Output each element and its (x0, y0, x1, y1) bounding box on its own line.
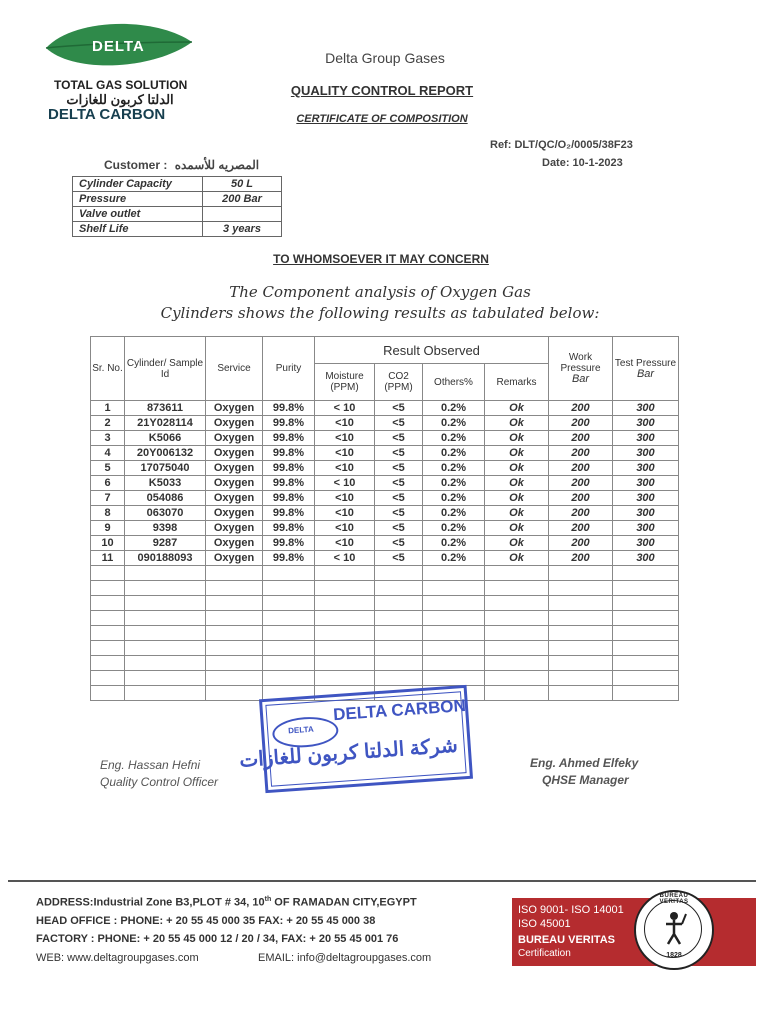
empty-cell (91, 611, 125, 626)
cell-remarks: Ok (485, 476, 549, 491)
cell-test-pressure: 300 (613, 491, 679, 506)
empty-cell (263, 596, 315, 611)
empty-cell (91, 641, 125, 656)
cell-purity: 99.8% (263, 416, 315, 431)
spec-label: Valve outlet (73, 207, 203, 222)
col-header-work-pressure (549, 337, 613, 401)
empty-cell (613, 626, 679, 641)
empty-cell (375, 656, 423, 671)
empty-cell (375, 611, 423, 626)
cell-work-pressure: 200 (549, 521, 613, 536)
empty-cell (206, 611, 263, 626)
cell-service: Oxygen (206, 431, 263, 446)
col-header-sr-no: Sr. No. (91, 337, 125, 401)
cell-purity: 99.8% (263, 461, 315, 476)
empty-cell (125, 686, 206, 701)
empty-cell (375, 566, 423, 581)
footer-factory: FACTORY : PHONE: + 20 55 45 000 12 / 20 / 34, FAX: + 20 55 45 001 76 (36, 933, 399, 945)
empty-cell (613, 596, 679, 611)
cell-service: Oxygen (206, 446, 263, 461)
empty-cell (315, 611, 375, 626)
customer-value: المصريه للأسمده (174, 158, 260, 172)
cell-others: 0.2% (423, 461, 485, 476)
spec-label: Cylinder Capacity (73, 177, 203, 192)
empty-cell (125, 671, 206, 686)
footer-web: WEB: www.deltagroupgases.com (36, 952, 199, 964)
report-date: Date: 10-1-2023 (542, 157, 623, 169)
cell-work-pressure: 200 (549, 416, 613, 431)
cell-remarks: Ok (485, 401, 549, 416)
empty-row (91, 671, 679, 686)
cell-work-pressure: 200 (549, 476, 613, 491)
empty-cell (125, 611, 206, 626)
logo-arabic: الدلتا كربون للغازات (66, 92, 174, 107)
cell-co2: <5 (375, 461, 423, 476)
cell-remarks: Ok (485, 521, 549, 536)
address-suffix: th (264, 896, 272, 903)
empty-cell (485, 656, 549, 671)
report-title: QUALITY CONTROL REPORT (290, 83, 474, 98)
empty-cell (91, 686, 125, 701)
empty-cell (613, 656, 679, 671)
col-header-result-observed: Result Observed (315, 337, 549, 364)
footer-head-office: HEAD OFFICE : PHONE: + 20 55 45 000 35 FAX: + 20 55 45 000 38 (36, 915, 376, 927)
cell-work-pressure: 200 (549, 506, 613, 521)
empty-cell (206, 581, 263, 596)
cell-service: Oxygen (206, 461, 263, 476)
empty-cell (423, 581, 485, 596)
col-header-test-pressure (613, 337, 679, 401)
empty-cell (91, 581, 125, 596)
cell-cylinder-id: 20Y006132 (125, 446, 206, 461)
cell-cylinder-id: 17075040 (125, 461, 206, 476)
table-row (91, 536, 679, 551)
spec-label: Shelf Life (73, 222, 203, 237)
cell-work-pressure: 200 (549, 446, 613, 461)
empty-cell (91, 596, 125, 611)
empty-cell (315, 596, 375, 611)
empty-cell (375, 671, 423, 686)
empty-cell (125, 581, 206, 596)
cell-service: Oxygen (206, 536, 263, 551)
logo-word: DELTA (92, 38, 145, 55)
cell-co2: <5 (375, 551, 423, 566)
stamp-arabic-text: شركة الدلتا كربون للغازات (238, 734, 459, 772)
empty-cell (613, 566, 679, 581)
empty-cell (485, 611, 549, 626)
cell-moisture: <10 (315, 446, 375, 461)
cell-sr-no: 8 (91, 506, 125, 521)
cell-test-pressure: 300 (613, 506, 679, 521)
empty-cell (206, 656, 263, 671)
empty-cell (423, 611, 485, 626)
cell-co2: <5 (375, 446, 423, 461)
cell-remarks: Ok (485, 551, 549, 566)
empty-cell (485, 686, 549, 701)
cell-work-pressure: 200 (549, 551, 613, 566)
spec-value (203, 207, 282, 222)
footer-email: EMAIL: info@deltagroupgases.com (258, 952, 432, 964)
empty-cell (375, 626, 423, 641)
table-row (91, 476, 679, 491)
cell-service: Oxygen (206, 521, 263, 536)
certification-badge (512, 893, 756, 966)
cell-others: 0.2% (423, 401, 485, 416)
cell-purity: 99.8% (263, 431, 315, 446)
table-row (91, 416, 679, 431)
cell-work-pressure: 200 (549, 491, 613, 506)
empty-cell (125, 656, 206, 671)
cell-cylinder-id: K5033 (125, 476, 206, 491)
intro-line-2: Cylinders shows the following results as tabulated below: (160, 304, 600, 322)
empty-cell (423, 626, 485, 641)
seal-year: 1828 (666, 952, 682, 959)
cell-test-pressure: 300 (613, 431, 679, 446)
stamp-english-text: DELTA CARBON (332, 695, 467, 725)
empty-cell (315, 581, 375, 596)
cell-sr-no: 2 (91, 416, 125, 431)
cell-moisture: < 10 (315, 401, 375, 416)
cell-work-pressure: 200 (549, 401, 613, 416)
table-row (91, 446, 679, 461)
table-row (91, 431, 679, 446)
empty-cell (125, 641, 206, 656)
results-body (91, 401, 679, 701)
work-pressure-unit: Bar (571, 373, 590, 385)
cell-others: 0.2% (423, 431, 485, 446)
empty-cell (315, 626, 375, 641)
cell-cylinder-id: 054086 (125, 491, 206, 506)
empty-cell (206, 626, 263, 641)
cell-co2: <5 (375, 416, 423, 431)
empty-cell (423, 656, 485, 671)
cell-others: 0.2% (423, 416, 485, 431)
cell-service: Oxygen (206, 416, 263, 431)
cell-cylinder-id: 063070 (125, 506, 206, 521)
empty-cell (613, 641, 679, 656)
empty-cell (263, 566, 315, 581)
cell-co2: <5 (375, 431, 423, 446)
empty-cell (263, 611, 315, 626)
table-row (91, 506, 679, 521)
cell-test-pressure: 300 (613, 476, 679, 491)
empty-cell (263, 671, 315, 686)
empty-cell (91, 656, 125, 671)
to-whom-heading: TO WHOMSOEVER IT MAY CONCERN (273, 252, 489, 266)
empty-row (91, 566, 679, 581)
empty-cell (485, 566, 549, 581)
empty-cell (315, 641, 375, 656)
empty-cell (549, 596, 613, 611)
left-signatory-title: Quality Control Officer (100, 775, 219, 789)
empty-cell (613, 686, 679, 701)
empty-cell (206, 671, 263, 686)
bureau-veritas-seal-icon (634, 890, 714, 970)
cell-service: Oxygen (206, 401, 263, 416)
cell-test-pressure: 300 (613, 416, 679, 431)
empty-cell (91, 566, 125, 581)
empty-cell (375, 581, 423, 596)
empty-cell (485, 641, 549, 656)
empty-cell (549, 566, 613, 581)
bv-name: BUREAU VERITAS (518, 934, 615, 946)
col-header-purity: Purity (263, 337, 315, 401)
empty-cell (375, 596, 423, 611)
intro-text (140, 282, 620, 324)
cell-purity: 99.8% (263, 401, 315, 416)
empty-cell (549, 626, 613, 641)
empty-cell (549, 686, 613, 701)
cell-co2: <5 (375, 491, 423, 506)
customer-label: Customer : (104, 158, 168, 172)
bv-certification: Certification (518, 948, 571, 959)
empty-cell (206, 596, 263, 611)
table-row (91, 521, 679, 536)
empty-cell (423, 641, 485, 656)
empty-cell (485, 596, 549, 611)
cell-sr-no: 5 (91, 461, 125, 476)
cell-service: Oxygen (206, 476, 263, 491)
intro-line-1: The Component analysis of Oxygen Gas (229, 283, 531, 301)
cell-work-pressure: 200 (549, 431, 613, 446)
spec-row (73, 177, 282, 192)
cell-sr-no: 1 (91, 401, 125, 416)
empty-cell (485, 581, 549, 596)
cell-cylinder-id: 9398 (125, 521, 206, 536)
cell-cylinder-id: 090188093 (125, 551, 206, 566)
cell-moisture: <10 (315, 521, 375, 536)
empty-cell (549, 671, 613, 686)
cell-service: Oxygen (206, 551, 263, 566)
cell-moisture: < 10 (315, 551, 375, 566)
empty-row (91, 596, 679, 611)
cell-sr-no: 7 (91, 491, 125, 506)
empty-cell (423, 671, 485, 686)
empty-cell (263, 626, 315, 641)
empty-cell (375, 641, 423, 656)
right-signatory-title: QHSE Manager (542, 773, 629, 787)
company-logo (40, 22, 200, 132)
cylinder-spec-table (72, 176, 282, 237)
col-header-moisture: Moisture (PPM) (315, 364, 375, 401)
cell-service: Oxygen (206, 506, 263, 521)
col-header-cylinder-id: Cylinder/ Sample Id (125, 337, 206, 401)
test-pressure-label: Test Pressure (614, 357, 677, 369)
empty-cell (549, 656, 613, 671)
empty-cell (549, 641, 613, 656)
cell-remarks: Ok (485, 536, 549, 551)
empty-cell (315, 656, 375, 671)
col-header-service: Service (206, 337, 263, 401)
empty-cell (91, 626, 125, 641)
empty-cell (91, 671, 125, 686)
seal-figure-icon (658, 910, 690, 946)
iso-line-2: ISO 45001 (518, 918, 571, 930)
cell-work-pressure: 200 (549, 536, 613, 551)
spec-label: Pressure (73, 192, 203, 207)
cell-others: 0.2% (423, 491, 485, 506)
address-text-end: OF RAMADAN CITY,EGYPT (271, 896, 417, 909)
empty-row (91, 656, 679, 671)
cell-sr-no: 4 (91, 446, 125, 461)
empty-cell (549, 611, 613, 626)
empty-cell (125, 626, 206, 641)
cell-co2: <5 (375, 401, 423, 416)
cell-moisture: < 10 (315, 476, 375, 491)
empty-cell (206, 566, 263, 581)
address-text: ADDRESS:Industrial Zone B3,PLOT # 34, 10 (36, 896, 265, 909)
right-signatory-name: Eng. Ahmed Elfeky (530, 756, 639, 770)
cell-sr-no: 6 (91, 476, 125, 491)
empty-cell (613, 671, 679, 686)
empty-cell (423, 596, 485, 611)
company-stamp (238, 685, 473, 793)
cell-moisture: <10 (315, 536, 375, 551)
cell-remarks: Ok (485, 446, 549, 461)
cell-test-pressure: 300 (613, 446, 679, 461)
cell-remarks: Ok (485, 461, 549, 476)
cell-others: 0.2% (423, 536, 485, 551)
test-pressure-unit: Bar (636, 367, 655, 380)
cell-others: 0.2% (423, 446, 485, 461)
customer-line (104, 158, 259, 172)
cell-remarks: Ok (485, 416, 549, 431)
empty-cell (485, 626, 549, 641)
empty-row (91, 626, 679, 641)
cell-others: 0.2% (423, 521, 485, 536)
cell-test-pressure: 300 (613, 521, 679, 536)
empty-cell (263, 641, 315, 656)
iso-line-1: ISO 9001- ISO 14001 (518, 904, 624, 916)
table-row (91, 551, 679, 566)
company-name: Delta Group Gases (325, 50, 445, 66)
cell-moisture: <10 (315, 491, 375, 506)
cell-test-pressure: 300 (613, 461, 679, 476)
cell-test-pressure: 300 (613, 536, 679, 551)
cell-cylinder-id: 873611 (125, 401, 206, 416)
work-pressure-label: Work Pressure (560, 352, 601, 374)
cell-moisture: <10 (315, 461, 375, 476)
cell-service: Oxygen (206, 491, 263, 506)
certificate-title: CERTIFICATE OF COMPOSITION (296, 113, 468, 125)
spec-value: 3 years (203, 222, 282, 237)
col-header-remarks: Remarks (485, 364, 549, 401)
empty-cell (206, 686, 263, 701)
cell-sr-no: 3 (91, 431, 125, 446)
empty-row (91, 641, 679, 656)
cell-co2: <5 (375, 536, 423, 551)
cell-sr-no: 11 (91, 551, 125, 566)
spec-row (73, 222, 282, 237)
cell-remarks: Ok (485, 506, 549, 521)
empty-cell (315, 671, 375, 686)
footer-address (36, 896, 417, 909)
spec-value: 200 Bar (203, 192, 282, 207)
cell-moisture: <10 (315, 431, 375, 446)
empty-row (91, 611, 679, 626)
table-row (91, 401, 679, 416)
empty-cell (315, 566, 375, 581)
cell-purity: 99.8% (263, 536, 315, 551)
spec-value: 50 L (203, 177, 282, 192)
empty-cell (206, 641, 263, 656)
cell-cylinder-id: 21Y028114 (125, 416, 206, 431)
cell-purity: 99.8% (263, 506, 315, 521)
logo-tagline: TOTAL GAS SOLUTION (54, 78, 188, 92)
cell-co2: <5 (375, 521, 423, 536)
cell-co2: <5 (375, 476, 423, 491)
cell-co2: <5 (375, 506, 423, 521)
cell-others: 0.2% (423, 476, 485, 491)
spec-row (73, 192, 282, 207)
cell-remarks: Ok (485, 491, 549, 506)
cell-purity: 99.8% (263, 476, 315, 491)
empty-row (91, 581, 679, 596)
cell-remarks: Ok (485, 431, 549, 446)
cell-purity: 99.8% (263, 521, 315, 536)
empty-cell (125, 596, 206, 611)
empty-cell (549, 581, 613, 596)
table-row (91, 461, 679, 476)
empty-cell (125, 566, 206, 581)
empty-cell (613, 611, 679, 626)
results-table (90, 336, 679, 701)
empty-cell (423, 566, 485, 581)
cell-cylinder-id: K5066 (125, 431, 206, 446)
cell-cylinder-id: 9287 (125, 536, 206, 551)
cell-test-pressure: 300 (613, 551, 679, 566)
cell-purity: 99.8% (263, 551, 315, 566)
seal-top-text: BUREAU VERITAS (659, 893, 689, 905)
empty-cell (263, 581, 315, 596)
footer-divider (8, 880, 756, 882)
spec-row (73, 207, 282, 222)
cell-purity: 99.8% (263, 491, 315, 506)
cell-sr-no: 10 (91, 536, 125, 551)
empty-cell (485, 671, 549, 686)
left-signatory-name: Eng. Hassan Hefni (100, 758, 201, 772)
table-row (91, 491, 679, 506)
col-header-others: Others% (423, 364, 485, 401)
cell-moisture: <10 (315, 416, 375, 431)
cell-others: 0.2% (423, 506, 485, 521)
cell-sr-no: 9 (91, 521, 125, 536)
cell-moisture: <10 (315, 506, 375, 521)
logo-company-name: DELTA CARBON (48, 106, 166, 123)
cell-purity: 99.8% (263, 446, 315, 461)
cell-others: 0.2% (423, 551, 485, 566)
cell-work-pressure: 200 (549, 461, 613, 476)
empty-cell (613, 581, 679, 596)
stamp-logo-word: DELTA (287, 724, 314, 736)
reference-number: Ref: DLT/QC/O₂/0005/38F23 (490, 139, 633, 151)
empty-cell (263, 656, 315, 671)
col-header-co2: CO2 (PPM) (375, 364, 423, 401)
cell-test-pressure: 300 (613, 401, 679, 416)
